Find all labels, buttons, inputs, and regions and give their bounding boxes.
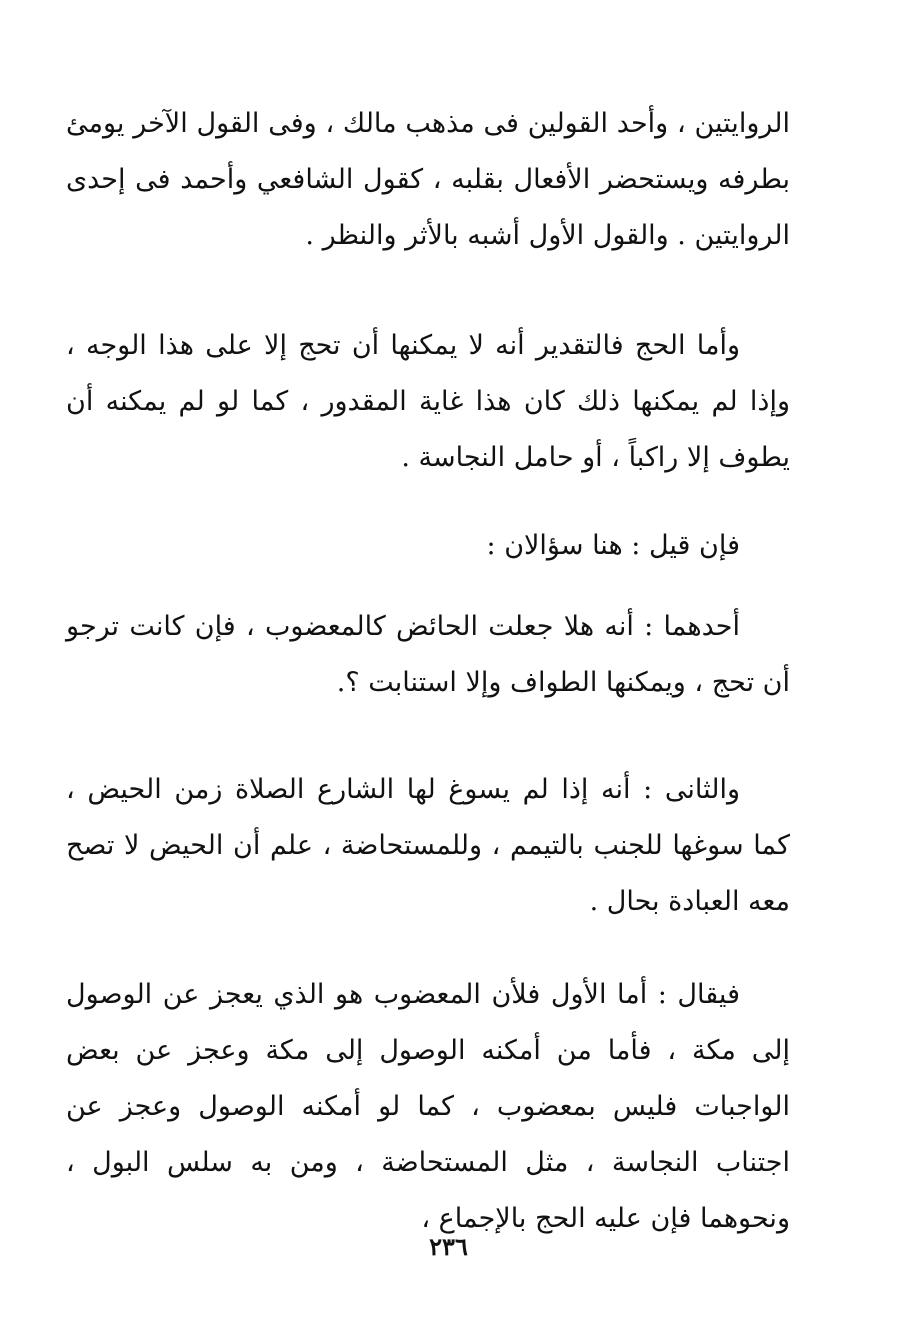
paragraph-3: فإن قيل : هنا سؤالان : (486, 530, 740, 561)
paragraph-6: فيقال : أما الأول فلأن المعضوب هو الذي يعجز عن الوصول إلى مكة ، فأما من أمكنه الوصول إلى مكة وعجز عن بعض الواجبات فليس بمعضوب ، كما لو أمكنه الوصول وعجز عن اجتناب النجاسة ، مثل المستحاضة ، ومن به سلس البول ، ونحوهما فإن عليه الحج بالإجماع ، (66, 979, 790, 1234)
paragraph-2: وأما الحج فالتقدير أنه لا يمكنها أن تحج إلا على هذا الوجه ، وإذا لم يمكنها ذلك كان هذا غاية المقدور ، كما لو لم يمكنه أن يطوف إلا راكباً ، أو حامل النجاسة . (66, 330, 790, 473)
page-number: ٢٣٦ (429, 1232, 468, 1261)
paragraph-5: والثانى : أنه إذا لم يسوغ لها الشارع الصلاة زمن الحيض ، كما سوغها للجنب بالتيمم ، وللمستحاضة ، علم أن الحيض لا تصح معه العبادة بحال . (66, 774, 790, 917)
paragraph-4: أحدهما : أنه هلا جعلت الحائض كالمعضوب ، فإن كانت ترجو أن تحج ، ويمكنها الطواف وإلا استنابت ؟. (66, 611, 790, 698)
paragraph-1: الروايتين ، وأحد القولين فى مذهب مالك ، وفى القول الآخر يومئ بطرفه ويستحضر الأفعال بقلبه ، كقول الشافعي وأحمد فى إحدى الروايتين . والقول الأول أشبه بالأثر والنظر . (66, 108, 790, 251)
